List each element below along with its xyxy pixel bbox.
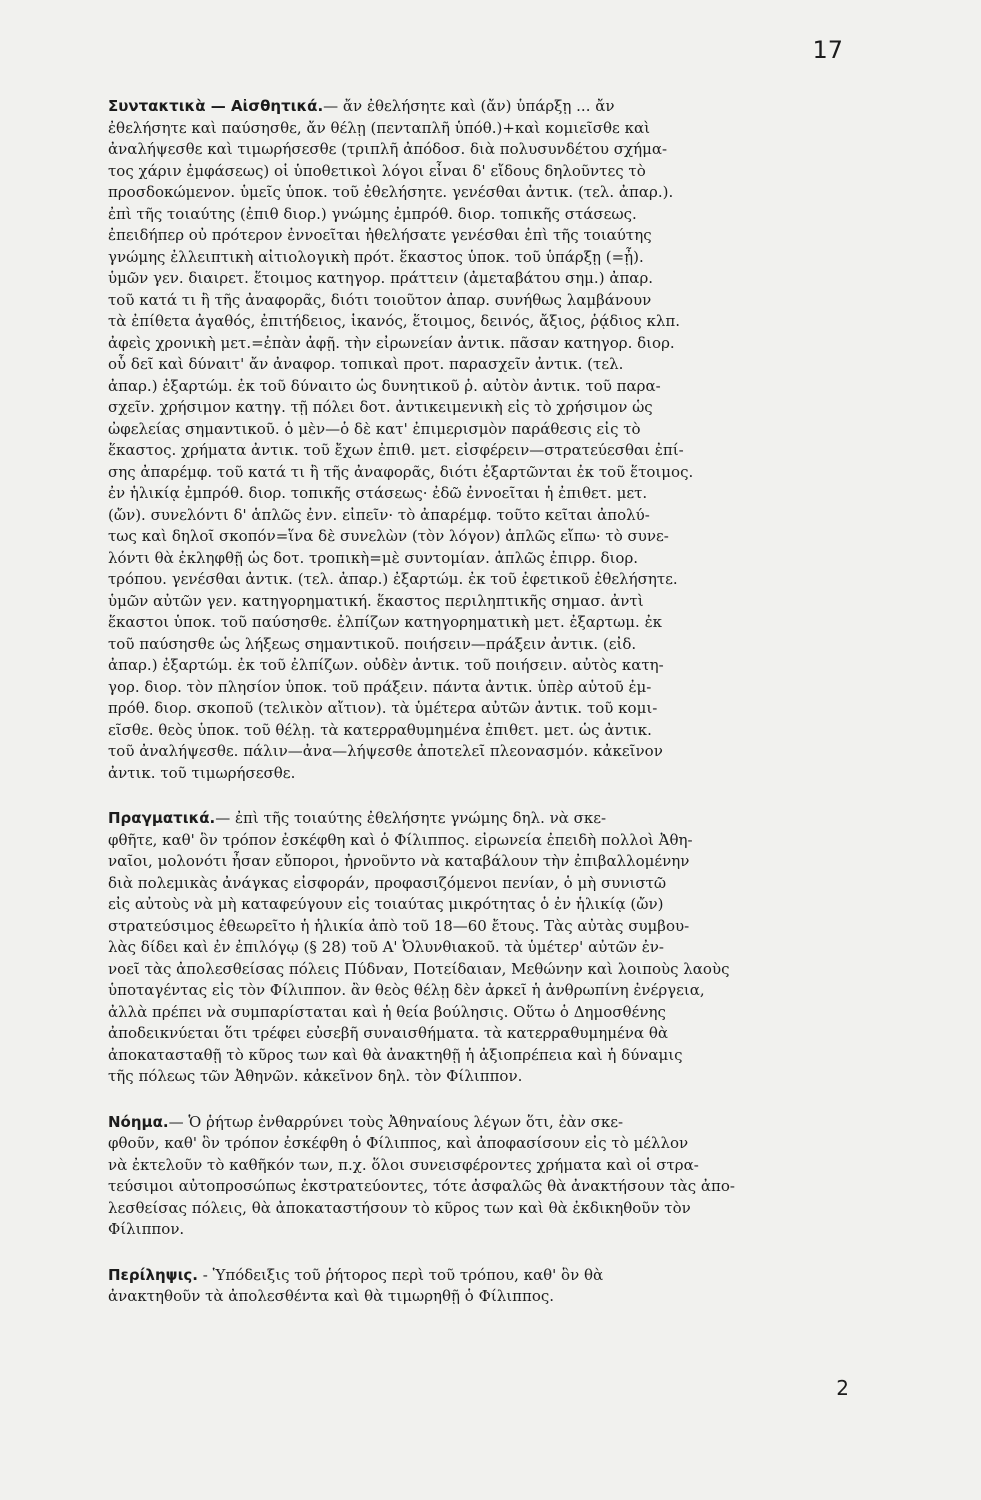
line-text: τρόπου. γενέσθαι ἀντικ. (τελ. ἀπαρ.) ἐξαρτώμ. ἐκ τοῦ ἐφετικοῦ ἐθελήσητε. xyxy=(108,570,678,588)
footer-mark: 2 xyxy=(836,1376,849,1400)
text-line xyxy=(108,376,866,398)
line-text: ὑμῶν γεν. διαιρετ. ἕτοιμος κατηγορ. πράττειν (ἀμεταβάτου σημ.) ἀπαρ. xyxy=(108,269,654,287)
text-line xyxy=(108,763,866,785)
text-line xyxy=(108,959,866,981)
line-text: τεύσιμοι αὐτοπροσώπως ἐκστρατεύοντες, τότε ἀσφαλῶς θὰ ἀνακτήσουν τὰς ἀπο- xyxy=(108,1177,736,1195)
line-text: — ἐπὶ τῆς τοιαύτης ἐθελήσητε γνώμης δηλ. νὰ σκε- xyxy=(215,809,607,827)
line-text: ἕκαστος. χρήματα ἀντικ. τοῦ ἔχων ἐπιθ. μετ. εἰσφέρειν—στρατεύεσθαι ἐπί- xyxy=(108,441,684,459)
line-text: (ὤν). συνελόντι δ' ἁπλῶς ἐνν. εἰπεῖν· τὸ ἀπαρέμφ. τοῦτο κεῖται ἀπολύ- xyxy=(108,505,650,524)
line-text: ἀποκατασταθῇ τὸ κῦρος των καὶ θὰ ἀνακτηθῇ ἡ ἀξιοπρέπεια καὶ ἡ δύναμις xyxy=(108,1045,683,1064)
line-text: διὰ πολεμικὰς ἀνάγκας εἰσφοράν, προφασιζόμενοι πενίαν, ὁ μὴ συνιστῶ xyxy=(108,873,667,892)
line-text: - Ὑπόδειξις τοῦ ῥήτορος περὶ τοῦ τρόπου, καθ' ὃν θὰ xyxy=(198,1265,604,1284)
line-text: ἐν ἡλικίᾳ ἐμπρόθ. διορ. τοπικῆς στάσεως· ἐδῶ ἐννοεῖται ἡ ἐπιθετ. μετ. xyxy=(108,484,648,502)
line-text: προσδοκώμενον. ὑμεῖς ὑποκ. τοῦ ἐθελήσητε. γενέσθαι ἀντικ. (τελ. ἀπαρ.). xyxy=(108,183,674,201)
section-heading: Νόημα. xyxy=(108,1112,169,1131)
text-line xyxy=(108,204,866,226)
text-line xyxy=(108,980,866,1002)
text-line xyxy=(108,268,866,290)
line-text: Φίλιππον. xyxy=(108,1220,185,1238)
text-line xyxy=(108,1133,866,1155)
text-line xyxy=(108,354,866,376)
line-text: ἀνακτηθοῦν τὰ ἀπολεσθέντα καὶ θὰ τιμωρηθῇ ὁ Φίλιππος. xyxy=(108,1287,555,1305)
line-text: λὰς δίδει καὶ ἐν ἐπιλόγῳ (§ 28) τοῦ Α' Ὀλυνθιακοῦ. τὰ ὑμέτερ' αὐτῶν ἐν- xyxy=(108,938,664,956)
line-text: γνώμης ἐλλειπτικὴ αἰτιολογικὴ πρότ. ἕκαστος ὑποκ. τοῦ ὑπάρξῃ (=ᾖ). xyxy=(108,247,644,266)
line-text: ἀντικ. τοῦ τιμωρήσεσθε. xyxy=(108,763,296,782)
text-line xyxy=(108,225,866,247)
text-line xyxy=(108,118,866,140)
text-line xyxy=(108,333,866,355)
text-line xyxy=(108,182,866,204)
text-line xyxy=(108,1265,866,1287)
text-line xyxy=(108,1286,866,1308)
line-text: εῖσθε. θεὸς ὑποκ. τοῦ θέλῃ. τὰ κατερραθυμημένα ἐπιθετ. μετ. ὡς ἀντικ. xyxy=(108,720,652,739)
section-heading: Πραγματικά. xyxy=(108,809,216,827)
text-line xyxy=(108,634,866,656)
text-line xyxy=(108,505,866,527)
text-line xyxy=(108,96,866,118)
line-text: φθῆτε, καθ' ὃν τρόπον ἐσκέφθη καὶ ὁ Φίλιππος. εἰρωνεία ἐπειδὴ πολλοὶ Ἀθη- xyxy=(108,830,693,849)
text-line xyxy=(108,677,866,699)
line-text: τὰ ἐπίθετα ἀγαθός, ἐπιτήδειος, ἱκανός, ἕτοιμος, δεινός, ἄξιος, ῥᾴδιος κλπ. xyxy=(108,312,680,330)
line-text: ἀποδεικνύεται ὅτι τρέφει εὐσεβῆ συναισθήματα. τὰ κατερραθυμημένα θὰ xyxy=(108,1024,668,1042)
line-text: φθοῦν, καθ' ὃν τρόπον ἐσκέφθη ὁ Φίλιππος, καὶ ἀποφασίσουν εἰς τὸ μέλλον xyxy=(108,1134,689,1152)
text-line xyxy=(108,1045,866,1067)
line-text: λεσθείσας πόλεις, θὰ ἀποκαταστήσουν τὸ κῦρος των καὶ θὰ ἐκδικηθοῦν τὸν xyxy=(108,1198,691,1217)
line-text: ὑμῶν αὐτῶν γεν. κατηγορηματική. ἕκαστος περιληπτικῆς σημασ. ἀντὶ xyxy=(108,591,644,610)
line-text: σης ἀπαρέμφ. τοῦ κατά τι ἢ τῆς ἀναφορᾶς, διότι ἐξαρτῶνται ἐκ τοῦ ἕτοιμος. xyxy=(108,462,694,481)
line-text: ἐθελήσητε καὶ παύσησθε, ἄν θέλῃ (πενταπλῆ ὑπόθ.)+καὶ κομιεῖσθε καὶ xyxy=(108,118,650,137)
page-number: 17 xyxy=(812,36,843,64)
text-line xyxy=(108,548,866,570)
text-line xyxy=(108,1198,866,1220)
line-text: τος χάριν ἐμφάσεως) οἱ ὑποθετικοὶ λόγοι εἶναι δ' εἴδους δηλοῦντες τὸ xyxy=(108,161,646,180)
text-line xyxy=(108,916,866,938)
line-text: εἰς αὐτοὺς νὰ μὴ καταφεύγουν εἰς τοιαύτας μικρότητας ὁ ἐν ἡλικίᾳ (ὤν) xyxy=(108,895,664,913)
line-text: οὗ δεῖ καὶ δύναιτ' ἄν ἀναφορ. τοπικαὶ προτ. παρασχεῖν ἀντικ. (τελ. xyxy=(108,355,624,373)
line-text: τῆς πόλεως τῶν Ἀθηνῶν. κἀκεῖνον δηλ. τὸν Φίλιππον. xyxy=(108,1067,523,1085)
text-line xyxy=(108,311,866,333)
section-syntax-aesthetics xyxy=(108,96,866,784)
text-line xyxy=(108,1112,866,1134)
line-text: ἀφεὶς χρονικὴ μετ.=ἐπὰν ἀφῇ. τὴν εἰρωνείαν ἀντικ. πᾶσαν κατηγορ. διορ. xyxy=(108,333,675,352)
text-line xyxy=(108,1219,866,1241)
text-line xyxy=(108,851,866,873)
line-text: ὑποταγέντας εἰς τὸν Φίλιππον. ἂν θεὸς θέλῃ δὲν ἀρκεῖ ἡ ἀνθρωπίνη ἐνέργεια, xyxy=(108,981,705,999)
line-text: ἀναλήψεσθε καὶ τιμωρήσεσθε (τριπλῆ ἀπόδοσ. διὰ πολυσυνδέτου σχήμα- xyxy=(108,140,668,158)
text-line xyxy=(108,483,866,505)
line-text: ὠφελείας σημαντικοῦ. ὁ μὲν—ὁ δὲ κατ' ἐπιμερισμὸν παράθεσις εἰς τὸ xyxy=(108,419,641,438)
text-line xyxy=(108,655,866,677)
line-text: στρατεύσιμος ἐθεωρεῖτο ἡ ἡλικία ἀπὸ τοῦ 18—60 ἔτους. Τὰς αὐτὰς συμβου- xyxy=(108,916,690,935)
text-line xyxy=(108,419,866,441)
line-text: νὰ ἐκτελοῦν τὸ καθῆκόν των, π.χ. ὅλοι συνεισφέροντες χρήματα καὶ οἱ στρα- xyxy=(108,1155,699,1174)
line-text: ἕκαστοι ὑποκ. τοῦ παύσησθε. ἐλπίζων κατηγορηματικὴ μετ. ἐξαρτωμ. ἐκ xyxy=(108,613,662,631)
text-line xyxy=(108,808,866,830)
line-text: γορ. διορ. τὸν πλησίον ὑποκ. τοῦ πράξειν. πάντα ἀντικ. ὑπὲρ αὑτοῦ ἐμ- xyxy=(108,677,652,696)
line-text: ἀλλὰ πρέπει νὰ συμπαρίσταται καὶ ἡ θεία βούλησις. Οὕτω ὁ Δημοσθένης xyxy=(108,1002,666,1021)
text-line xyxy=(108,698,866,720)
line-text: ναῖοι, μολονότι ἦσαν εὔποροι, ἠρνοῦντο νὰ καταβάλουν τὴν ἐπιβαλλομένην xyxy=(108,852,690,870)
text-line xyxy=(108,720,866,742)
text-line xyxy=(108,526,866,548)
line-text: ἀπαρ.) ἐξαρτώμ. ἐκ τοῦ ἐλπίζων. οὐδὲν ἀντικ. τοῦ ποιήσειν. αὐτὸς κατη- xyxy=(108,656,664,674)
line-text: τοῦ ἀναλήψεσθε. πάλιν—ἀνα—λήψεσθε ἀποτελεῖ πλεονασμόν. κἀκεῖνον xyxy=(108,742,663,760)
text-line xyxy=(108,1023,866,1045)
line-text: πρόθ. διορ. σκοποῦ (τελικὸν αἴτιον). τὰ ὑμέτερα αὐτῶν ἀντικ. τοῦ κομι- xyxy=(108,699,658,717)
text-line xyxy=(108,1066,866,1088)
text-line xyxy=(108,894,866,916)
text-line xyxy=(108,741,866,763)
line-text: ἐπὶ τῆς τοιαύτης (ἐπιθ διορ.) γνώμης ἐμπρόθ. διορ. τοπικῆς στάσεως. xyxy=(108,204,637,223)
text-line xyxy=(108,462,866,484)
text-line xyxy=(108,161,866,183)
line-text: τοῦ κατά τι ἢ τῆς ἀναφορᾶς, διότι τοιοῦτον ἀπαρ. συνήθως λαμβάνουν xyxy=(108,290,652,309)
text-line xyxy=(108,1176,866,1198)
line-text: νοεῖ τὰς ἀπολεσθείσας πόλεις Πύδναν, Ποτείδαιαν, Μεθώνην καὶ λοιποὺς λαοὺς xyxy=(108,959,730,978)
line-text: τοῦ παύσησθε ὡς λήξεως σημαντικοῦ. ποιήσειν—πράξειν ἀντικ. (εἰδ. xyxy=(108,634,637,653)
text-line xyxy=(108,290,866,312)
line-text: σχεῖν. χρήσιμον κατηγ. τῇ πόλει δοτ. ἀντικειμενικὴ εἰς τὸ χρήσιμον ὡς xyxy=(108,398,653,416)
text-line xyxy=(108,397,866,419)
section-facts xyxy=(108,808,866,1088)
line-text: ἐπειδήπερ οὐ πρότερον ἐννοεῖται ἠθελήσατε γενέσθαι ἐπὶ τῆς τοιαύτης xyxy=(108,226,652,244)
text-line xyxy=(108,612,866,634)
text-line xyxy=(108,569,866,591)
line-text: ἀπαρ.) ἐξαρτώμ. ἐκ τοῦ δύναιτο ὡς δυνητικοῦ ῥ. αὐτὸν ἀντικ. τοῦ παρα- xyxy=(108,376,661,395)
text-column xyxy=(108,96,866,1332)
text-line xyxy=(108,247,866,269)
section-summary xyxy=(108,1265,866,1308)
section-heading: Συντακτικὰ — Αἰσθητικά. xyxy=(108,97,324,115)
section-meaning xyxy=(108,1112,866,1241)
text-line xyxy=(108,1002,866,1024)
line-text: — ἄν ἐθελήσητε καὶ (ἄν) ὑπάρξῃ ... ἄν xyxy=(323,97,615,115)
text-line xyxy=(108,937,866,959)
text-line xyxy=(108,1155,866,1177)
text-line xyxy=(108,830,866,852)
text-line xyxy=(108,873,866,895)
line-text: λόντι θὰ ἐκληφθῇ ὡς δοτ. τροπικὴ=μὲ συντομίαν. ἁπλῶς ἐπιρρ. διορ. xyxy=(108,548,639,567)
text-line xyxy=(108,139,866,161)
line-text: τως καὶ δηλοῖ σκοπόν=ἵνα δὲ συνελὼν (τὸν λόγον) ἁπλῶς εἴπω· τὸ συνε- xyxy=(108,527,669,545)
text-line xyxy=(108,591,866,613)
line-text: — Ὁ ῥήτωρ ἐνθαρρύνει τοὺς Ἀθηναίους λέγων ὅτι, ἐὰν σκε- xyxy=(168,1112,624,1131)
text-line xyxy=(108,440,866,462)
section-heading: Περίληψις. xyxy=(108,1265,198,1284)
